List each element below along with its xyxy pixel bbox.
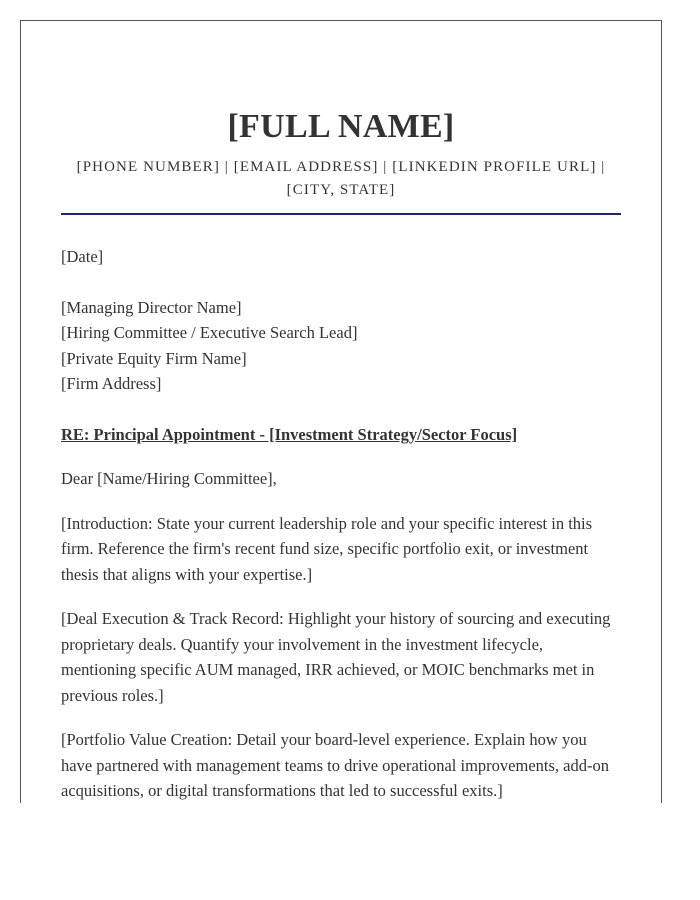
salutation: Dear [Name/Hiring Committee], <box>61 469 277 488</box>
contact-info <box>61 156 621 202</box>
letter-date: [Date] <box>61 247 104 266</box>
recipient-line: [Firm Address] <box>61 374 162 393</box>
body-paragraph-deal-execution: [Deal Execution & Track Record: Highlight your history of sourcing and executing proprietary deals. Quantify your involvement in the investment lifecycle, mentioning specific AUM managed, IRR achieved, or MOIC benchmarks met in previous roles.] <box>61 609 611 705</box>
recipient-address <box>61 295 621 397</box>
body-paragraph-portfolio-value: [Portfolio Value Creation: Detail your board-level experience. Explain how you have partnered with management teams to drive operational improvements, add-on acquisitions, or digital transformations that led to successful exits.] <box>61 730 609 800</box>
applicant-name: [FULL NAME] <box>227 108 455 145</box>
contact-line-2: [CITY, STATE] <box>286 182 396 198</box>
letter-content <box>61 21 621 803</box>
subject-line: RE: Principal Appointment - [Investment Strategy/Sector Focus] <box>61 424 518 444</box>
body-paragraph-introduction: [Introduction: State your current leadership role and your specific interest in this firm. Reference the firm's recent fund size, specific portfolio exit, or investment thesis that aligns with your expertise.] <box>61 513 593 584</box>
letter-page <box>20 20 662 803</box>
header-divider <box>61 213 621 215</box>
recipient-line: [Hiring Committee / Executive Search Lead] <box>61 323 358 342</box>
contact-line-1: [PHONE NUMBER] | [EMAIL ADDRESS] | [LINKEDIN PROFILE URL] | <box>76 159 606 175</box>
recipient-line: [Private Equity Firm Name] <box>61 348 247 368</box>
recipient-line: [Managing Director Name] <box>61 297 242 317</box>
